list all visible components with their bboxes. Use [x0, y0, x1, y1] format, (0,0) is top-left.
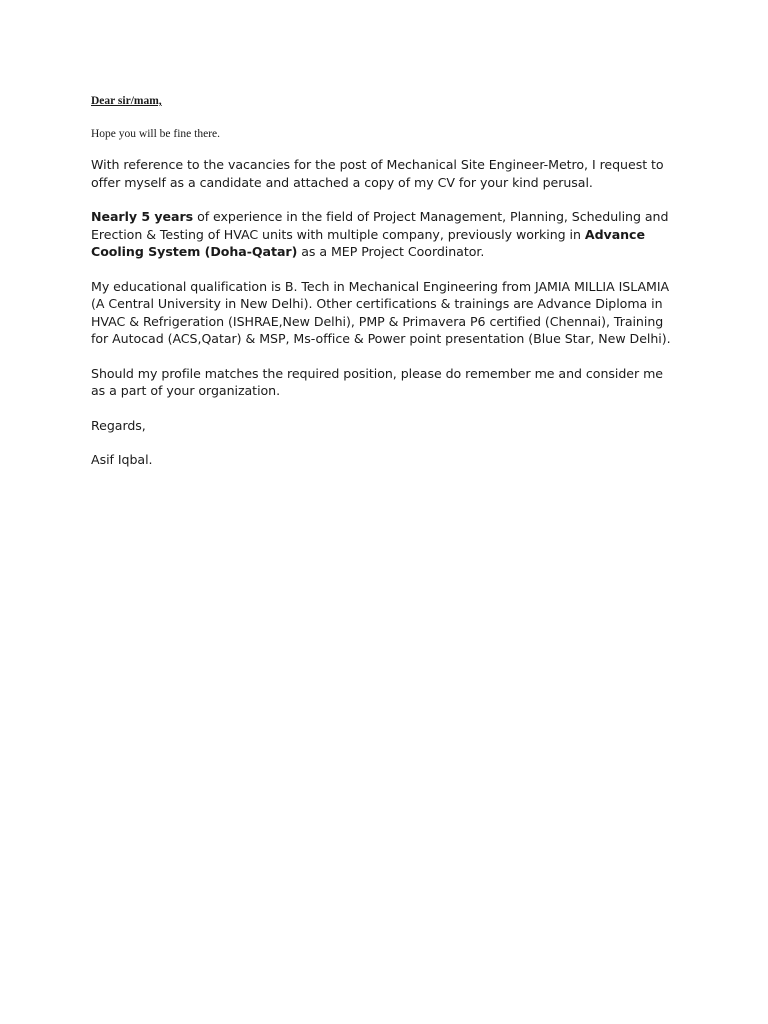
- paragraph-line: With reference to the vacancies for the post of Mechanical Site Engineer-Metro, I request to: [91, 157, 664, 172]
- experience-highlight: Nearly 5 years: [91, 209, 194, 224]
- company-highlight-continued: Cooling System (Doha-Qatar): [91, 244, 298, 259]
- paragraph-line: offer myself as a candidate and attached a copy of my CV for your kind perusal.: [91, 174, 593, 190]
- paragraph-education: [91, 278, 676, 348]
- paragraph-line: as a part of your organization.: [91, 383, 281, 398]
- signature-name: Asif Iqbal.: [91, 452, 153, 467]
- paragraph-line: HVAC & Refrigeration (ISHRAE,New Delhi), PMP & Primavera P6 certified (Chennai), Training: [91, 313, 664, 329]
- paragraph-line: for Autocad (ACS,Qatar) & MSP, Ms-office & Power point presentation (Blue Star, New Delhi).: [91, 331, 671, 346]
- paragraph-experience: [91, 208, 676, 261]
- company-highlight: Advance: [584, 226, 645, 242]
- greeting: Hope you will be fine there.: [91, 128, 221, 140]
- paragraph-line: (A Central University in New Delhi). Other certifications & trainings are Advance Diploma in: [91, 296, 663, 311]
- letter-body: [91, 94, 676, 469]
- paragraph-text: of experience in the field of Project Management, Planning, Scheduling and: [193, 209, 669, 224]
- paragraph-text: Erection & Testing of HVAC units with multiple company, previously working in: [91, 226, 585, 242]
- salutation: Dear sir/mam,: [91, 95, 162, 107]
- paragraph-text: as a MEP Project Coordinator.: [297, 244, 485, 259]
- closing: Regards,: [91, 417, 146, 433]
- paragraph-request: [91, 365, 676, 400]
- paragraph-vacancy-reference: [91, 156, 676, 191]
- paragraph-line: Should my profile matches the required position, please do remember me and consider me: [91, 365, 663, 381]
- paragraph-line: My educational qualification is B. Tech in Mechanical Engineering from JAMIA MILLIA ISLAMIA: [91, 278, 670, 294]
